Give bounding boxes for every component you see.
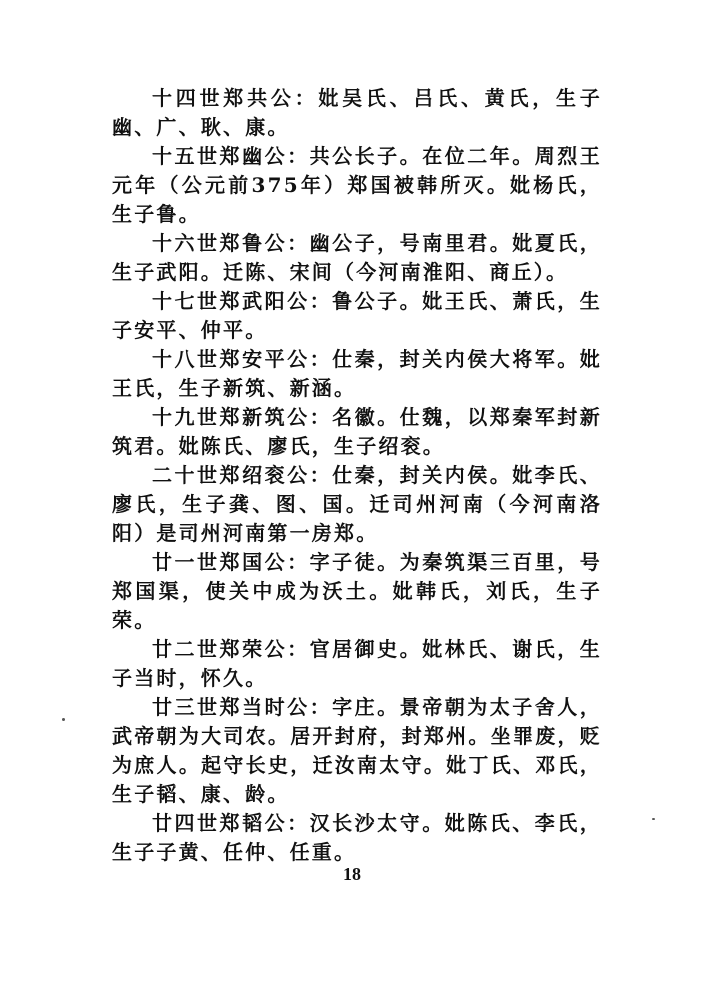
page-number: 18 [343, 864, 361, 884]
genealogy-text [112, 84, 602, 867]
paragraph-gen-18: 十八世郑安平公：仕秦，封关内侯大将军。妣王氏，生子新筑、新涵。 [112, 347, 602, 400]
scan-speck [62, 718, 65, 721]
scan-speck [652, 818, 655, 820]
paragraph-gen-21: 廿一世郑国公：字子徒。为秦筑渠三百里，号郑国渠，使关中成为沃土。妣韩氏，刘氏，生子荣。 [112, 550, 602, 632]
paragraph-gen-23: 廿三世郑当时公：字庄。景帝朝为太子舍人，武帝朝为大司农。居开封府，封郑州。坐罪废，贬为庶人。起守长史，迁汝南太守。妣丁氏、邓氏，生子韬、康、龄。 [112, 695, 602, 806]
paragraph-gen-24: 廿四世郑韬公：汉长沙太守。妣陈氏、李氏，生子子黄、任仲、任重。 [112, 811, 602, 864]
paragraph-gen-22: 廿二世郑荣公：官居御史。妣林氏、谢氏，生子当时，怀久。 [112, 637, 602, 690]
paragraph-gen-15: 十五世郑幽公：共公长子。在位二年。周烈王元年（公元前375年）郑国被韩所灭。妣杨氏，生子鲁。 [112, 144, 602, 226]
paragraph-gen-17: 十七世郑武阳公：鲁公子。妣王氏、萧氏，生子安平、仲平。 [112, 289, 602, 342]
paragraph-gen-19: 十九世郑新筑公：名徽。仕魏，以郑秦军封新筑君。妣陈氏、廖氏，生子绍衮。 [112, 405, 602, 458]
paragraph-gen-16: 十六世郑鲁公：幽公子，号南里君。妣夏氏，生子武阳。迁陈、宋间（今河南淮阳、商丘）。 [112, 231, 602, 284]
paragraph-gen-14: 十四世郑共公：妣吴氏、吕氏、黄氏，生子幽、广、耿、康。 [112, 86, 602, 139]
paragraph-gen-20: 二十世郑绍衮公：仕秦，封关内侯。妣李氏、廖氏，生子龚、图、国。迁司州河南（今河南洛阳）是司州河南第一房郑。 [112, 463, 602, 545]
